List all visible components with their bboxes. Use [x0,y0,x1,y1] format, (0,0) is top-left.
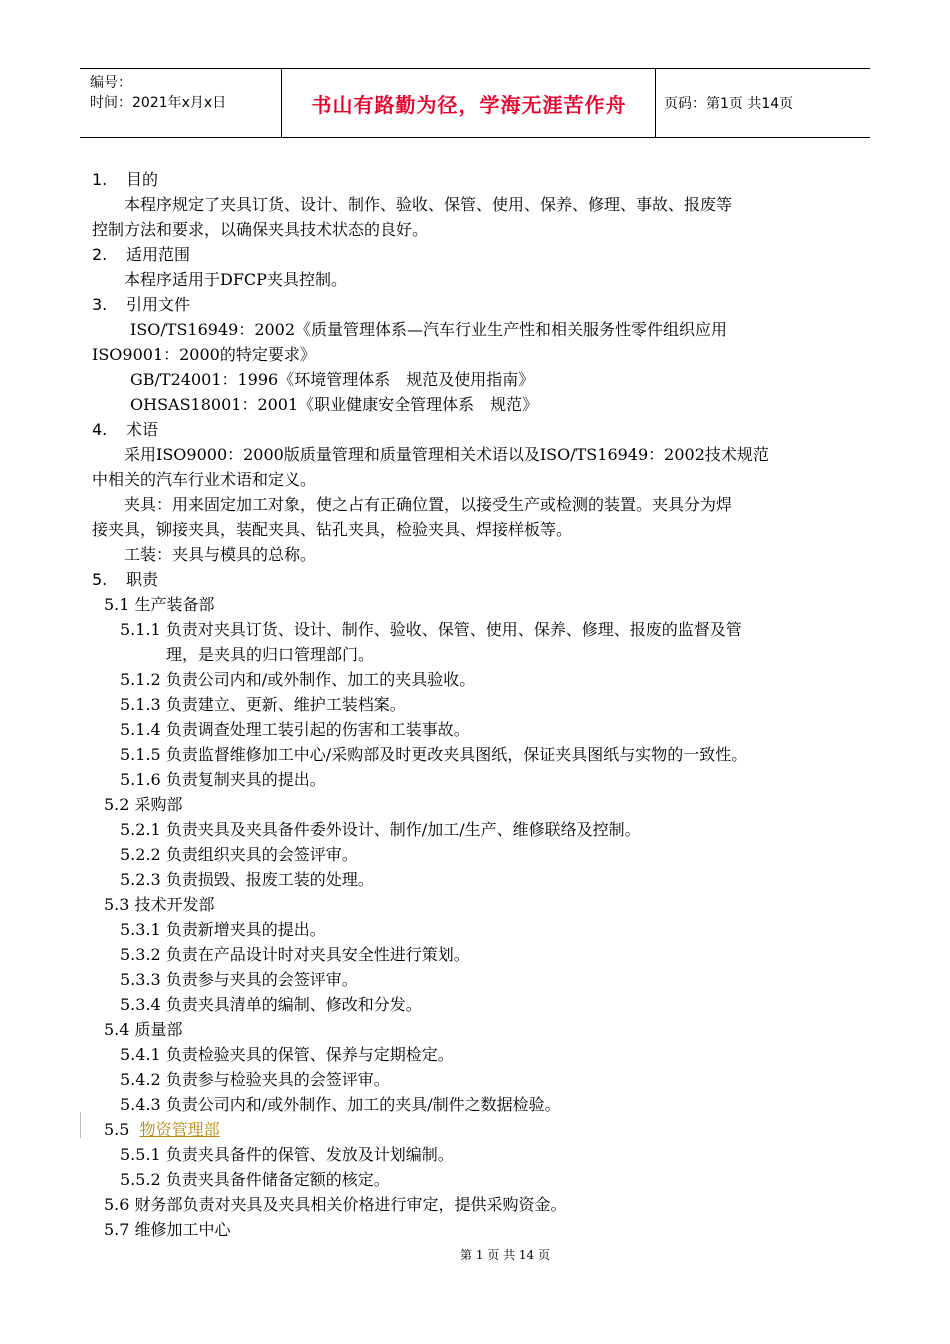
reference-item: ISO9001：2000的特定要求》 [92,345,316,364]
section-heading-4: 4. 术语 [92,420,159,439]
materials-dept-link[interactable]: 物资管理部 [139,1120,220,1139]
reference-item: GB/T24001：1996《环境管理体系 规范及使用指南》 [130,370,535,389]
page-header [80,68,870,138]
list-item: 5.4.2 负责参与检验夹具的会签评审。 [120,1070,390,1089]
list-item: 理，是夹具的归口管理部门。 [166,645,375,664]
subsection-heading: 5.4 质量部 [104,1020,183,1039]
header-meta [80,69,282,137]
page-code: 页码：第1页 共14页 [664,96,794,112]
list-item: 5.3.2 负责在产品设计时对夹具安全性进行策划。 [120,945,470,964]
section-heading-1: 1. 目的 [92,170,159,189]
list-item: 5.1.5 负责监督维修加工中心/采购部及时更改夹具图纸，保证夹具图纸与实物的一致性。 [120,745,748,764]
paragraph: 控制方法和要求，以确保夹具技术状态的良好。 [92,220,429,239]
subsection-heading: 5.6 财务部负责对夹具及夹具相关价格进行审定，提供采购资金。 [104,1195,567,1214]
list-item: 5.4.3 负责公司内和/或外制作、加工的夹具/制件之数据检验。 [120,1095,561,1114]
list-item: 5.3.4 负责夹具清单的编制、修改和分发。 [120,995,422,1014]
list-item: 5.1.2 负责公司内和/或外制作、加工的夹具验收。 [120,670,476,689]
list-item: 5.3.3 负责参与夹具的会签评审。 [120,970,358,989]
header-motto-cell [283,69,656,137]
list-item: 5.1.6 负责复制夹具的提出。 [120,770,326,789]
list-item: 5.5.2 负责夹具备件储备定额的核定。 [120,1170,390,1189]
list-item: 5.4.1 负责检验夹具的保管、保养与定期检定。 [120,1045,454,1064]
paragraph: 中相关的汽车行业术语和定义。 [92,470,317,489]
subsection-heading: 5.5 物资管理部 [104,1120,220,1139]
page-footer [0,1246,950,1263]
subsection-heading: 5.7 维修加工中心 [104,1220,231,1239]
subsection-heading: 5.3 技术开发部 [104,895,215,914]
paragraph: 本程序适用于DFCP夹具控制。 [124,270,347,289]
section-heading-2: 2. 适用范围 [92,245,191,264]
paragraph: 本程序规定了夹具订货、设计、制作、验收、保管、使用、保养、修理、事故、报废等 [124,195,733,214]
motto: 书山有路勤为径，学海无涯苦作舟 [311,92,627,117]
list-item: 5.1.4 负责调查处理工装引起的伤害和工装事故。 [120,720,470,739]
list-item: 5.2.2 负责组织夹具的会签评审。 [120,845,358,864]
list-item: 5.1.1 负责对夹具订货、设计、制作、验收、保管、使用、保养、修理、报废的监督及管 [120,620,742,639]
list-item: 5.3.1 负责新增夹具的提出。 [120,920,326,939]
reference-item: OHSAS18001：2001《职业健康安全管理体系 规范》 [130,395,539,414]
section-heading-3: 3. 引用文件 [92,295,191,314]
section-heading-5: 5. 职责 [92,570,159,589]
paragraph: 夹具：用来固定加工对象，使之占有正确位置，以接受生产或检测的装置。夹具分为焊 [124,495,733,514]
subsection-heading: 5.1 生产装备部 [104,595,215,614]
footer-page-number: 第 1 页 共 14 页 [460,1248,550,1262]
reference-item: ISO/TS16949：2002《质量管理体系—汽车行业生产性和相关服务性零件组织应用 [130,320,728,339]
list-item: 5.5.1 负责夹具备件的保管、发放及计划编制。 [120,1145,454,1164]
list-item: 5.2.3 负责损毁、报废工装的处理。 [120,870,374,889]
header-page-code [656,69,870,137]
doc-number-label: 编号： [90,75,132,91]
doc-date: 时间：2021年x月x日 [90,95,227,111]
paragraph: 采用ISO9000：2000版质量管理和质量管理相关术语以及ISO/TS16949：2002技术规范 [124,445,769,464]
subsection-heading: 5.2 采购部 [104,795,183,814]
paragraph: 接夹具，铆接夹具，装配夹具、钻孔夹具，检验夹具、焊接样板等。 [92,520,573,539]
revision-change-bar [80,1112,81,1138]
paragraph: 工装：夹具与模具的总称。 [124,545,317,564]
list-item: 5.2.1 负责夹具及夹具备件委外设计、制作/加工/生产、维修联络及控制。 [120,820,641,839]
list-item: 5.1.3 负责建立、更新、维护工装档案。 [120,695,406,714]
